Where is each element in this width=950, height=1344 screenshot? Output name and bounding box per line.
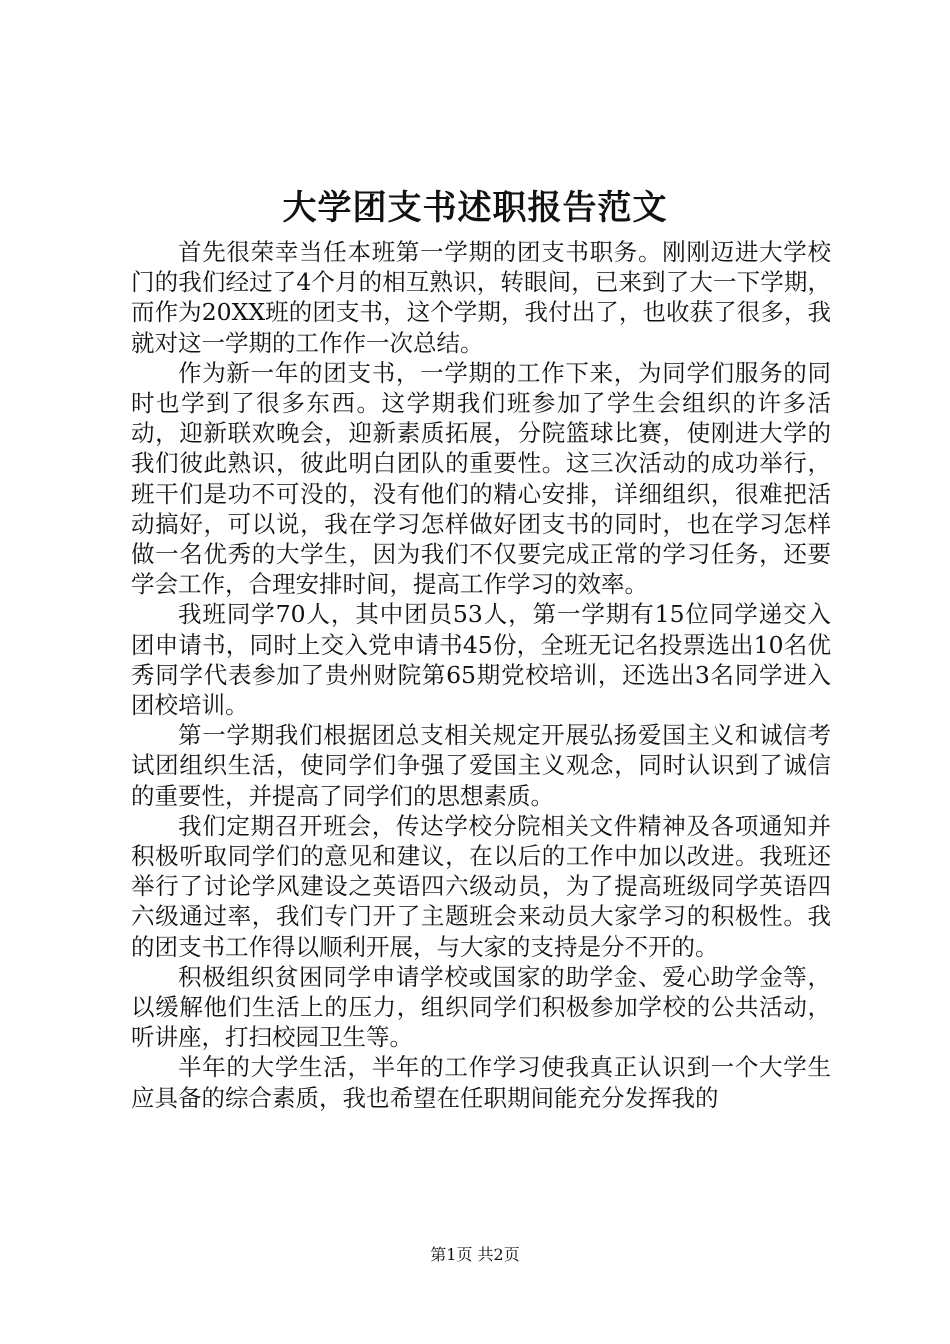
paragraph-5: 我们定期召开班会，传达学校分院相关文件精神及各项通知并积极听取同学们的意见和建议，在以后的工作中加以改进。我班还举行了讨论学风建设之英语四六级动员，为了提高班级同学英语四六级通过率，我们专门开了主题班会来动员大家学习的积极性。我的团支书工作得以顺利开展，与大家的支持是分不开的。 (131, 811, 831, 961)
paragraph-6: 积极组织贫困同学申请学校或国家的助学金、爱心助学金等，以缓解他们生活上的压力，组织同学们积极参加学校的公共活动，听讲座，打扫校园卫生等。 (131, 962, 831, 1052)
document-title: 大学团支书述职报告范文 (282, 188, 668, 228)
paragraph-1: 首先很荣幸当任本班第一学期的团支书职务。刚刚迈进大学校门的我们经过了4个月的相互熟识，转眼间，已来到了大一下学期，而作为20XX班的团支书，这个学期，我付出了，也收获了很多，我就对这一学期的工作作一次总结。 (131, 238, 831, 357)
paragraph-7: 半年的大学生活，半年的工作学习使我真正认识到一个大学生应具备的综合素质，我也希望在任职期间能充分发挥我的 (131, 1053, 831, 1112)
paragraph-2: 作为新一年的团支书，一学期的工作下来，为同学们服务的同时也学到了很多东西。这学期我们班参加了学生会组织的许多活动，迎新联欢晚会，迎新素质拓展，分院篮球比赛，使刚进大学的我们彼此熟识，彼此明白团队的重要性。这三次活动的成功举行，班干们是功不可没的，没有他们的精心安排，详细组织，很难把活动搞好，可以说，我在学习怎样做好团支书的同时，也在学习怎样做一名优秀的大学生，因为我们不仅要完成正常的学习任务，还要学会工作，合理安排时间，提高工作学习的效率。 (131, 358, 831, 599)
document-body (131, 237, 831, 1113)
page-number-footer: 第1页 共2页 (430, 1245, 520, 1264)
paragraph-3: 我班同学70人，其中团员53人，第一学期有15位同学递交入团申请书，同时上交入党申请书45份，全班无记名投票选出10名优秀同学代表参加了贵州财院第65期党校培训，还选出3名同学进入团校培训。 (131, 600, 831, 720)
paragraph-4: 第一学期我们根据团总支相关规定开展弘扬爱国主义和诚信考试团组织生活，使同学们争强了爱国主义观念，同时认识到了诚信的重要性，并提高了同学们的思想素质。 (131, 721, 831, 810)
